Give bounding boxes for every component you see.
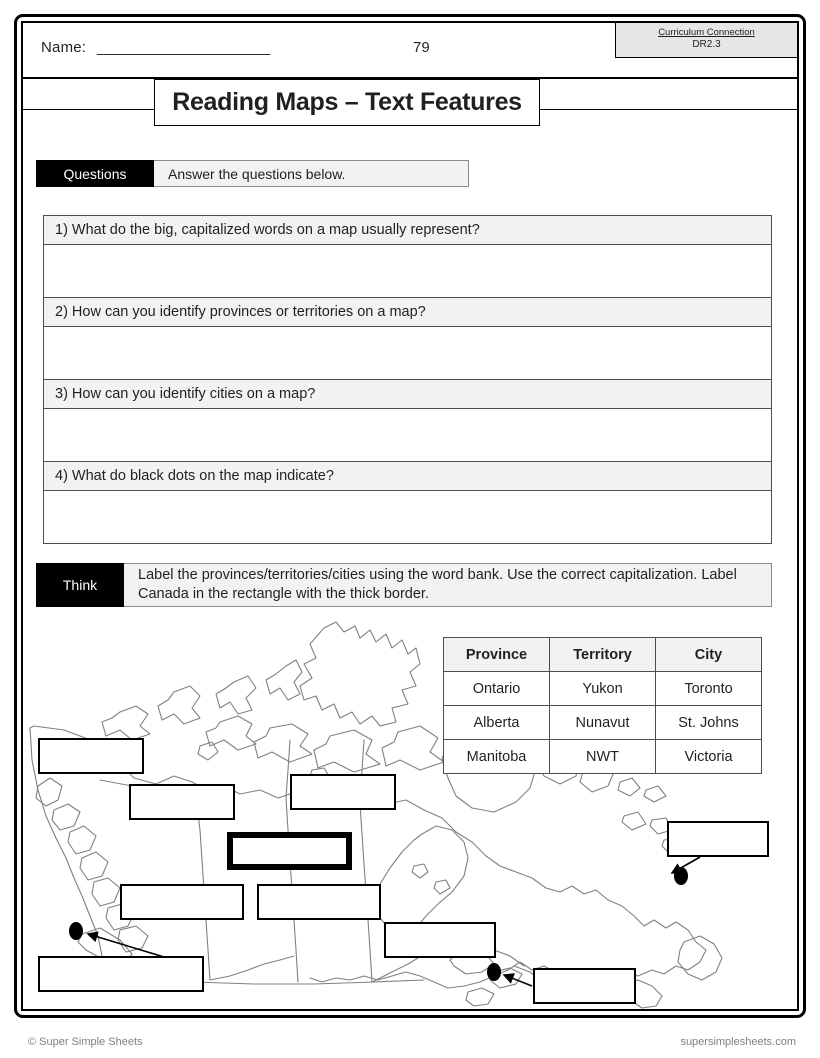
map-label-box-nwt[interactable] [129, 784, 235, 820]
word-bank-cell: Ontario [444, 672, 550, 706]
map-label-box-st-johns[interactable] [667, 821, 769, 857]
word-bank-header-province: Province [444, 638, 550, 672]
word-bank-row [444, 706, 762, 740]
toronto-dot [487, 963, 501, 981]
word-bank-cell: St. Johns [656, 706, 762, 740]
curriculum-connection-badge [615, 23, 797, 58]
word-bank-cell: Alberta [444, 706, 550, 740]
word-bank-header-city: City [656, 638, 762, 672]
question-prompt: 4) What do black dots on the map indicate? [44, 462, 771, 491]
think-section-tag: Think [36, 563, 124, 607]
question-prompt: 3) How can you identify cities on a map? [44, 380, 771, 409]
word-bank-row [444, 740, 762, 774]
page-title: Reading Maps – Text Features [172, 88, 522, 116]
title-band [23, 79, 797, 141]
map-label-box-nunavut[interactable] [290, 774, 396, 810]
word-bank-cell: Yukon [550, 672, 656, 706]
question-prompt: 2) How can you identify provinces or territories on a map? [44, 298, 771, 327]
word-bank-row [444, 672, 762, 706]
word-bank-header-row [444, 638, 762, 672]
question-answer-area[interactable] [44, 409, 771, 462]
curriculum-connection-label: Curriculum Connection [658, 27, 755, 38]
st-johns-dot [674, 867, 688, 885]
name-blank-line[interactable]: ______________________ [97, 39, 270, 56]
name-label: Name: [41, 39, 87, 56]
think-section-description: Label the provinces/territories/cities using the word bank. Use the correct capitalization. Label Canada in the rectangle with the thick border. [124, 563, 772, 607]
page-number: 79 [413, 39, 430, 56]
victoria-dot [69, 922, 83, 940]
question-block [44, 298, 771, 380]
word-bank-cell: Victoria [656, 740, 762, 774]
footer-website[interactable]: supersimplesheets.com [680, 1036, 796, 1048]
word-bank-cell: Nunavut [550, 706, 656, 740]
word-bank-header-territory: Territory [550, 638, 656, 672]
map-label-box-toronto[interactable] [533, 968, 636, 1004]
question-answer-area[interactable] [44, 245, 771, 298]
map-label-box-manitoba[interactable] [257, 884, 381, 920]
map-label-box-yukon[interactable] [38, 738, 144, 774]
word-bank-cell: NWT [550, 740, 656, 774]
map-label-box-ontario[interactable] [384, 922, 496, 958]
question-answer-area[interactable] [44, 491, 771, 543]
map-label-box-alberta[interactable] [120, 884, 244, 920]
questions-section-tag: Questions [36, 160, 154, 187]
question-prompt: 1) What do the big, capitalized words on a map usually represent? [44, 216, 771, 245]
map-label-box-victoria[interactable] [38, 956, 204, 992]
page-title-box [154, 79, 540, 126]
questions-section-header [36, 160, 469, 187]
questions-list [43, 215, 772, 544]
header-row [23, 23, 797, 79]
toronto-arrow [504, 975, 532, 986]
question-block [44, 462, 771, 543]
think-section-header [36, 563, 772, 607]
map-label-box-canada[interactable] [227, 832, 352, 870]
question-block [44, 216, 771, 298]
footer-copyright: © Super Simple Sheets [28, 1036, 143, 1048]
curriculum-connection-code: DR2.3 [692, 39, 721, 50]
word-bank-cell: Manitoba [444, 740, 550, 774]
word-bank-table [443, 637, 762, 774]
question-block [44, 380, 771, 462]
question-answer-area[interactable] [44, 327, 771, 380]
word-bank-cell: Toronto [656, 672, 762, 706]
questions-section-description: Answer the questions below. [154, 160, 469, 187]
